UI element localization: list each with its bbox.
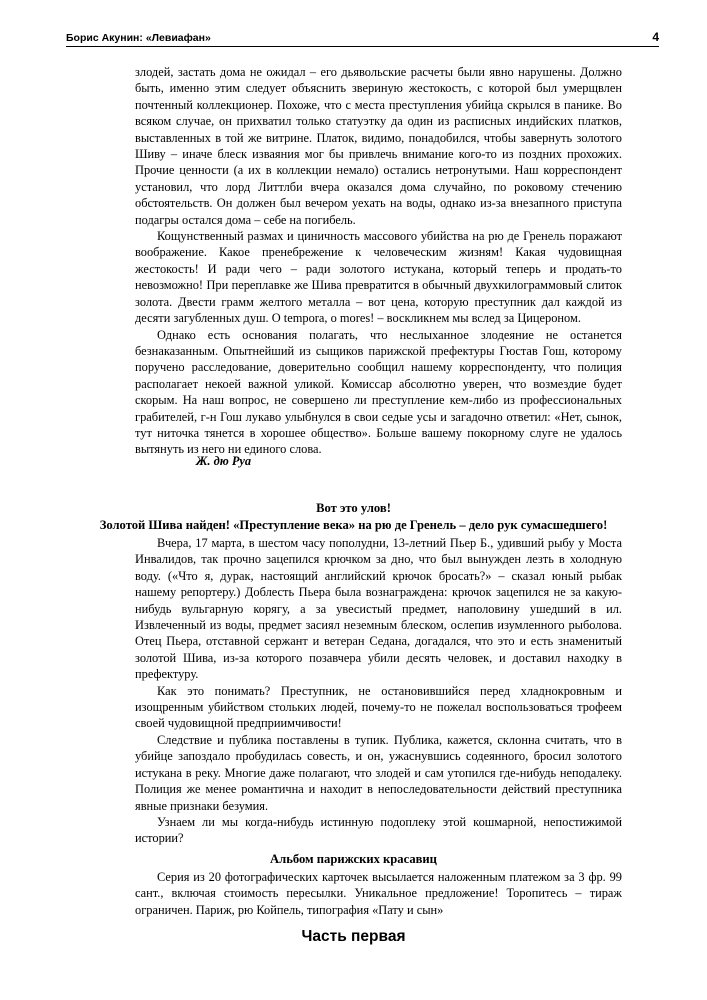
paragraph: Однако есть основания полагать, что неслыханное злодеяние не останется безнаказанным. Опытнейший из сыщиков парижской префектуры Гюстав Гош, которому поручено расследование, доверительно сообщил нашему корреспонденту, что полиция располагает некоей важной уликой. Комиссар абсолютно уверен, что возмездие будет скорым. На наш вопрос, не совершено ли преступление кем-либо из профессиональных грабителей, г-н Гош лукаво улыбнулся в свои седые усы и загадочно ответил: «Нет, сынок, тут ниточка тянется в хорошее общество». Больше вашему покорному слуге не удалось вытянуть из него ни единого слова. bbox=[135, 327, 622, 457]
article-body-2 bbox=[135, 535, 622, 847]
page-number: 4 bbox=[652, 30, 659, 44]
paragraph: Узнаем ли мы когда-нибудь истинную подоплеку этой кошмарной, непостижимой истории? bbox=[135, 814, 622, 846]
part-title: Часть первая bbox=[301, 928, 406, 945]
ad-body bbox=[135, 869, 622, 918]
paragraph: Серия из 20 фотографических карточек высылается наложенным платежом за 3 фр. 99 сант., включая стоимость пересылки. Уникальное предложение! Торопитесь – тираж ограничен. Париж, рю Койпель, типография «Пату и сын» bbox=[135, 870, 622, 917]
paragraph: Следствие и публика поставлены в тупик. Публика, кажется, склонна считать, что в убийце запоздало пробудилась совесть, и он, ужаснувшись содеянного, бросил золотого истукана в реку. Многие даже полагают, что злодей и сам утопился где-нибудь неподалеку. Полиция же менее романтична и находит в непоследовательности действий преступника явные признаки безумия. bbox=[135, 732, 622, 813]
article-heading: Вот это улов! bbox=[316, 501, 391, 515]
paragraph: Как это понимать? Преступник, не остановившийся перед хладнокровным и изощренным убийством стольких людей, почему-то не пожелал воспользоваться трофеем своей чудовищной предприимчивости! bbox=[135, 683, 622, 731]
paragraph: злодей, застать дома не ожидал – его дьявольские расчеты были явно нарушены. Должно быть, именно этим следует объяснить звериную жестокость, с которой был умерщвлен почтенный коллекционер. Похоже, что с места преступления убийца скрылся в панике. Во всяком случае, он прихватил только статуэтку да один из расписных индийских платков, выставленных в той же витрине. Платок, видимо, понадобился, чтобы завернуть золотого Шиву – иначе блеск изваяния мог бы привлечь внимание кого-то из поздних прохожих. Прочие ценности (а их в коллекции немало) остались нетронутыми. Наш корреспондент установил, что лорд Литтлби вчера оказался дома случайно, по роковому стечению обстоятельств. Он должен был вечером уехать на воды, однако из-за внезапного приступа подагры остался дома – себе на погибель. bbox=[135, 65, 622, 227]
article-signature: Ж. дю Руа bbox=[196, 454, 252, 468]
article-subheading: Золотой Шива найден! «Преступление века» на рю де Гренель – дело рук сумасшедшего! bbox=[99, 518, 608, 532]
article-body-1 bbox=[135, 64, 622, 458]
book-title: Борис Акунин: «Левиафан» bbox=[66, 32, 211, 44]
paragraph: Кощунственный размах и циничность массового убийства на рю де Гренель поражают воображение. Какое пренебрежение к человеческим жизням! Какая чудовищная жестокость! И ради чего – ради золотого истукана, который теперь и продать-то невозможно! При переплавке же Шива превратится в обычный двухкилограммовый слиток золота. Двести грамм желтого металла – вот цена, которую преступник дал каждой из десяти загубленных душ. О tempora, o mores! – воскликнем мы вслед за Цицероном. bbox=[135, 229, 622, 326]
paragraph: Вчера, 17 марта, в шестом часу пополудни, 13-летний Пьер Б., удивший рыбу у Моста Инвалидов, так прочно зацепился крючком за дно, что был вынужден лезть в холодную воду. («Что я, дурак, настоящий английский крючок бросать?» – сказал юный рыбак нашему репортеру.) Доблесть Пьера была вознаграждена: крючок зацепился не за какую-нибудь вульгарную корягу, а за увесистый предмет, наполовину ушедший в ил. Извлеченный из воды, предмет засиял неземным блеском, ослепив изумленного рыболова. Отец Пьера, отставной сержант и ветеран Седана, догадался, что это и есть знаменитый золотой Шива, из-за которого позавчера убили десять человек, и доставил находку в префектуру. bbox=[135, 536, 622, 682]
ad-heading: Альбом парижских красавиц bbox=[270, 852, 437, 866]
page-header bbox=[66, 30, 659, 47]
